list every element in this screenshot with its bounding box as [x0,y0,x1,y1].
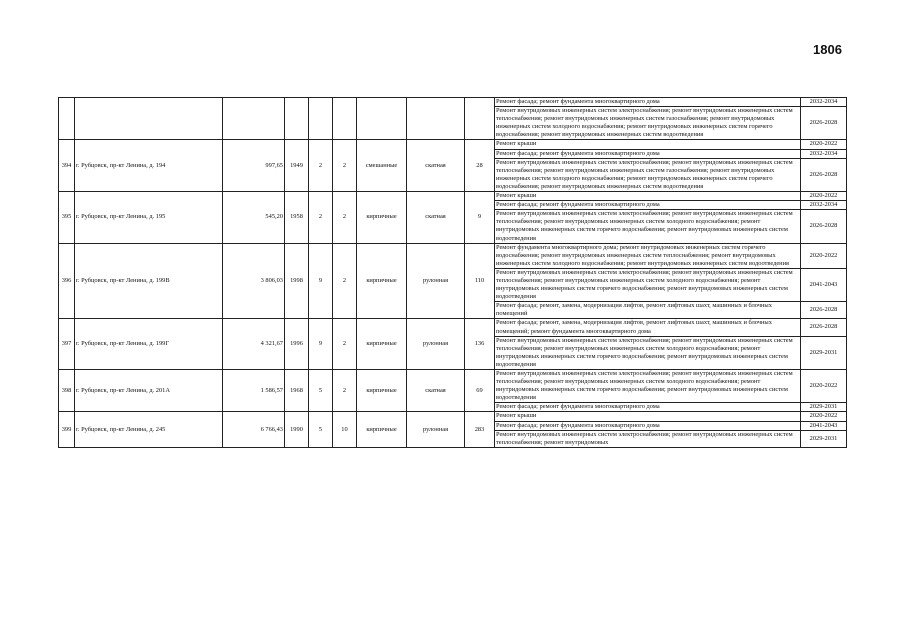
house-area: 545,20 [223,192,285,244]
roof-type: рулонная [407,412,465,447]
repair-work: Ремонт фасада; ремонт фундамента многоквартирного дома [495,421,801,430]
row-number: 398 [59,370,75,412]
repair-work: Ремонт внутридомовых инженерных систем электроснабжения; ремонт внутридомовых инженерных систем теплоснабжения; ремонт внутридомовых инженерных систем холодного водоснабжения; ремонт внутридомовых инженерных систем горячего водоснабжения; ремонт внутридомовых инженерных систем водоотведения [495,268,801,301]
build-year: 1968 [285,370,309,412]
repair-period: 2020-2022 [801,243,847,268]
repair-work: Ремонт фасада; ремонт, замена, модернизация лифтов, ремонт лифтовых шахт, машинных и блочных помещений [495,302,801,319]
entrances-count: 2 [333,370,357,412]
repair-work: Ремонт фасада; ремонт фундамента многоквартирного дома [495,403,801,412]
repair-work: Ремонт фасада; ремонт, замена, модернизация лифтов, ремонт лифтовых шахт, машинных и блочных помещений; ремонт фундамента многоквартирного дома [495,319,801,336]
repair-period: 2026-2028 [801,319,847,336]
repair-period: 2029-2031 [801,336,847,369]
repair-period: 2026-2028 [801,158,847,191]
table-row [59,370,847,403]
table-row [59,319,847,336]
repair-work: Ремонт внутридомовых инженерных систем электроснабжения; ремонт внутридомовых инженерных систем теплоснабжения; ремонт внутридомовых инженерных систем холодного водоснабжения; ремонт внутридомовых инженерных систем горячего водоснабжения; ремонт внутридомовых инженерных систем водоотведения [495,210,801,243]
wall-material: кирпичные [357,192,407,244]
repair-work: Ремонт фундамента многоквартирного дома; ремонт внутридомовых инженерных систем горячего водоснабжения; ремонт внутридомовых инженерных систем теплоснабжения; ремонт внутридомовых инженерных систем холодного водоснабжения; ремонт внутридомовых инженерных систем водоотведения [495,243,801,268]
repair-period: 2032-2034 [801,149,847,158]
repair-period: 2029-2031 [801,430,847,447]
build-year: 1996 [285,319,309,370]
repair-work: Ремонт внутридомовых инженерных систем электроснабжения; ремонт внутридомовых инженерных систем теплоснабжения; ремонт внутридомовых инженерных систем газоснабжения; ремонт внутридомовых инженерных систем холодного водоснабжения; ремонт внутридомовых инженерных систем горячего водоснабжения; ремонт внутридомовых инженерных систем водоотведения [495,107,801,140]
apartments-count: 28 [465,140,495,192]
wall-material: кирпичные [357,243,407,319]
row-number: 396 [59,243,75,319]
house-address: г. Рубцовск, пр-кт Ленина, д. 195 [75,192,223,244]
house-area: 3 806,03 [223,243,285,319]
row-number: 399 [59,412,75,447]
wall-material: смешанные [357,140,407,192]
repair-period: 2020-2022 [801,370,847,403]
repair-period: 2029-2031 [801,403,847,412]
repair-work: Ремонт фасада; ремонт фундамента многоквартирного дома [495,149,801,158]
floors-count: 9 [309,319,333,370]
roof-type: скатная [407,370,465,412]
row-number: 394 [59,140,75,192]
repair-period: 2026-2028 [801,210,847,243]
repair-work: Ремонт крыши [495,412,801,421]
build-year: 1990 [285,412,309,447]
entrances-count: 2 [333,140,357,192]
repair-period: 2020-2022 [801,192,847,201]
entrances-count: 10 [333,412,357,447]
repair-period: 2041-2043 [801,268,847,301]
repair-work: Ремонт внутридомовых инженерных систем электроснабжения; ремонт внутридомовых инженерных систем теплоснабжения; ремонт внутридомовых [495,430,801,447]
house-area [223,98,285,140]
wall-material [357,98,407,140]
row-number: 395 [59,192,75,244]
repair-work: Ремонт фасада; ремонт фундамента многоквартирного дома [495,98,801,107]
roof-type: скатная [407,140,465,192]
house-address: г. Рубцовск, пр-кт Ленина, д. 245 [75,412,223,447]
house-area: 997,65 [223,140,285,192]
wall-material: кирпичные [357,370,407,412]
repair-work: Ремонт внутридомовых инженерных систем электроснабжения; ремонт внутридомовых инженерных систем теплоснабжения; ремонт внутридомовых инженерных систем холодного водоснабжения; ремонт внутридомовых инженерных систем горячего водоснабжения; ремонт внутридомовых инженерных систем водоотведения [495,336,801,369]
apartments-count: 110 [465,243,495,319]
apartments-count [465,98,495,140]
house-address [75,98,223,140]
wall-material: кирпичные [357,319,407,370]
entrances-count: 2 [333,192,357,244]
repair-period: 2020-2022 [801,412,847,421]
floors-count: 9 [309,243,333,319]
floors-count: 5 [309,412,333,447]
table-body [59,98,847,448]
table-row [59,412,847,421]
apartments-count: 136 [465,319,495,370]
floors-count: 2 [309,192,333,244]
floors-count [309,98,333,140]
repair-period: 2026-2028 [801,302,847,319]
table-row [59,192,847,201]
page-number: 1806 [813,42,842,57]
house-area: 6 766,43 [223,412,285,447]
repair-work: Ремонт крыши [495,140,801,149]
floors-count: 2 [309,140,333,192]
build-year: 1949 [285,140,309,192]
repair-work: Ремонт крыши [495,192,801,201]
table-row [59,140,847,149]
row-number [59,98,75,140]
wall-material: кирпичные [357,412,407,447]
house-address: г. Рубцовск, пр-кт Ленина, д. 194 [75,140,223,192]
table-row [59,98,847,107]
entrances-count: 2 [333,319,357,370]
repair-work: Ремонт внутридомовых инженерных систем электроснабжения; ремонт внутридомовых инженерных систем теплоснабжения; ремонт внутридомовых инженерных систем газоснабжения; ремонт внутридомовых инженерных систем холодного водоснабжения; ремонт внутридомовых инженерных систем горячего водоснабжения; ремонт внутридомовых инженерных систем водоотведения [495,158,801,191]
apartments-count: 69 [465,370,495,412]
house-area: 1 586,57 [223,370,285,412]
repair-period: 2026-2028 [801,107,847,140]
repair-period: 2020-2022 [801,140,847,149]
build-year [285,98,309,140]
entrances-count: 2 [333,243,357,319]
roof-type [407,98,465,140]
floors-count: 5 [309,370,333,412]
roof-type: рулонная [407,319,465,370]
apartments-count: 9 [465,192,495,244]
table-row [59,243,847,268]
apartments-count: 283 [465,412,495,447]
house-address: г. Рубцовск, пр-кт Ленина, д. 201А [75,370,223,412]
house-area: 4 321,67 [223,319,285,370]
house-address: г. Рубцовск, пр-кт Ленина, д. 199Г [75,319,223,370]
row-number: 397 [59,319,75,370]
entrances-count [333,98,357,140]
house-address: г. Рубцовск, пр-кт Ленина, д. 199В [75,243,223,319]
repair-period: 2032-2034 [801,98,847,107]
build-year: 1998 [285,243,309,319]
repair-work: Ремонт внутридомовых инженерных систем электроснабжения; ремонт внутридомовых инженерных систем теплоснабжения; ремонт внутридомовых инженерных систем холодного водоснабжения; ремонт внутридомовых инженерных систем горячего водоснабжения; ремонт внутридомовых инженерных систем водоотведения [495,370,801,403]
repair-work: Ремонт фасада; ремонт фундамента многоквартирного дома [495,201,801,210]
roof-type: скатная [407,192,465,244]
repair-period: 2041-2043 [801,421,847,430]
capital-repair-table [58,97,847,448]
repair-period: 2032-2034 [801,201,847,210]
build-year: 1958 [285,192,309,244]
roof-type: рулонная [407,243,465,319]
